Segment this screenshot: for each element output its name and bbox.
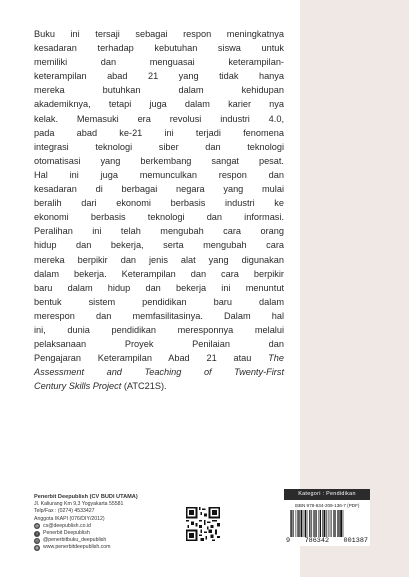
barcode-bar xyxy=(309,510,310,537)
email-text: cs@deepublish.co.id xyxy=(43,522,91,529)
facebook-icon: f xyxy=(34,531,40,537)
barcode-bar xyxy=(330,510,331,537)
blurb-line: memiliki dan menguasai keterampilan- xyxy=(34,57,284,68)
blurb-line: Pengajaran Keterampilan Abad 21 atau The xyxy=(34,353,284,364)
blurb-line: kesadaran di berbagai negara yang mulai xyxy=(34,184,284,195)
barcode-bar xyxy=(343,510,344,537)
instagram-row xyxy=(34,537,138,544)
publisher-membership: Anggota IKAPI (076/DIY/2012) xyxy=(34,515,105,522)
barcode-bar xyxy=(331,510,332,537)
barcode-bar xyxy=(335,510,336,537)
blurb-line: Hal ini juga memunculkan respon dan xyxy=(34,169,284,180)
blurb-line: Peralihan ini telah mengubah cara orang xyxy=(34,226,284,237)
email-icon: @ xyxy=(34,523,40,529)
blurb-line: Buku ini tersaji sebagai respon meningkatnya xyxy=(34,29,284,39)
blurb-line: hidup dan bekerja, serta mengubah cara xyxy=(34,240,284,251)
barcode-bar xyxy=(305,510,306,537)
blurb-line: integrasi teknologi siber dan teknologi xyxy=(34,141,284,152)
barcode-bar xyxy=(297,510,298,537)
blurb-line: kelak. Memasuki era revolusi industri 4.0, xyxy=(34,113,284,124)
blurb-line: otomatisasi yang berkembang sangat pesat. xyxy=(34,155,284,166)
blurb-line: merespon dan memfasilitasinya. Dalam hal xyxy=(34,310,284,321)
facebook-text: Penerbit Deepublish xyxy=(43,530,90,537)
barcode-bar xyxy=(328,510,329,537)
globe-icon: ◍ xyxy=(35,545,39,551)
barcode-bar xyxy=(291,510,292,537)
facebook-row xyxy=(34,530,138,537)
blurb-line: pada abad ke-21 ini terjadi fenomena xyxy=(34,127,284,138)
isbn-number: ISBN 978-634-209-136-7 (PDF) xyxy=(294,503,360,508)
barcode-bar xyxy=(322,510,323,537)
publisher-phone: Telp/Fax : (0274) 4533427 xyxy=(34,508,95,515)
blurb-line: mereka butuhkan dalam kehidupan xyxy=(34,85,284,96)
barcode-bar xyxy=(301,510,303,537)
website-row xyxy=(34,544,138,551)
barcode-bar xyxy=(299,510,300,537)
email-row xyxy=(34,523,138,530)
qr-code xyxy=(186,507,220,541)
blurb-line: mereka berpikir dan jenis alat yang digunakan xyxy=(34,254,284,265)
barcode-bar xyxy=(333,510,334,537)
barcode-bar xyxy=(296,510,297,537)
blurb-line: baru dalam hidup dan bekerja ini menuntut xyxy=(34,282,284,293)
publisher-name: Penerbit Deepublish (CV BUDI UTAMA) xyxy=(34,494,138,500)
barcode-bar xyxy=(340,510,342,537)
barcode-bar xyxy=(323,510,325,537)
instagram-text: @penerbitbuku_deepublish xyxy=(43,537,107,544)
barcode-digit-group: 786342 xyxy=(304,537,330,545)
barcode-bar xyxy=(315,510,316,537)
barcode-bar xyxy=(304,510,305,537)
blurb-line: ini, dunia pendidikan meresponnya melalui xyxy=(34,324,284,335)
barcode-digit-group: 9 xyxy=(286,537,291,545)
barcode-bar xyxy=(311,510,312,537)
blurb-text xyxy=(34,27,284,393)
blurb-line: beralih dari ekonomi berbasis industri ke xyxy=(34,198,284,209)
barcode-bar xyxy=(337,510,338,537)
barcode-bars xyxy=(290,510,366,537)
barcode-bar xyxy=(290,510,291,537)
blurb-line: akademiknya, tetapi juga dalam karier nya xyxy=(34,99,284,110)
barcode-bar xyxy=(326,510,327,537)
barcode-bar xyxy=(314,510,315,537)
barcode xyxy=(284,500,370,546)
blurb-line: kesadaran terhadap kebutuhan siswa untuk xyxy=(34,43,284,54)
blurb-line: Century Skills Project (ATC21S). xyxy=(34,381,167,392)
barcode-bar xyxy=(313,510,314,537)
blurb-line: dalam bekerja. Keterampilan dan cara berpikir xyxy=(34,268,284,279)
barcode-bar xyxy=(338,510,339,537)
blurb-line: ekonomi berbasis teknologi dan informasi. xyxy=(34,212,284,223)
isbn-block xyxy=(284,489,370,547)
blurb-line: bentuk sistem pendidikan baru dalam xyxy=(34,296,284,307)
category-label: Kategori : Pendidikan xyxy=(284,489,370,500)
blurb-line: Assessment and Teaching of Twenty-First xyxy=(34,367,284,378)
barcode-bar xyxy=(293,510,294,537)
barcode-digits xyxy=(286,537,368,545)
barcode-bar xyxy=(320,510,321,537)
barcode-digit-group: 001387 xyxy=(343,537,368,545)
blurb-line: keterampilan abad 21 yang tidak hanya xyxy=(34,71,284,82)
publisher-address: Jl. Kaliurang Km 9,3 Yogyakarta 55581 xyxy=(34,501,124,508)
publisher-info xyxy=(34,494,138,552)
website-text: www.penerbitdeepublish.com xyxy=(43,544,111,551)
barcode-bar xyxy=(307,510,308,537)
barcode-bar xyxy=(319,510,320,537)
instagram-icon: ◎ xyxy=(35,537,39,543)
blurb-line: pelaksanaan Proyek Penilaian dan xyxy=(34,339,284,350)
